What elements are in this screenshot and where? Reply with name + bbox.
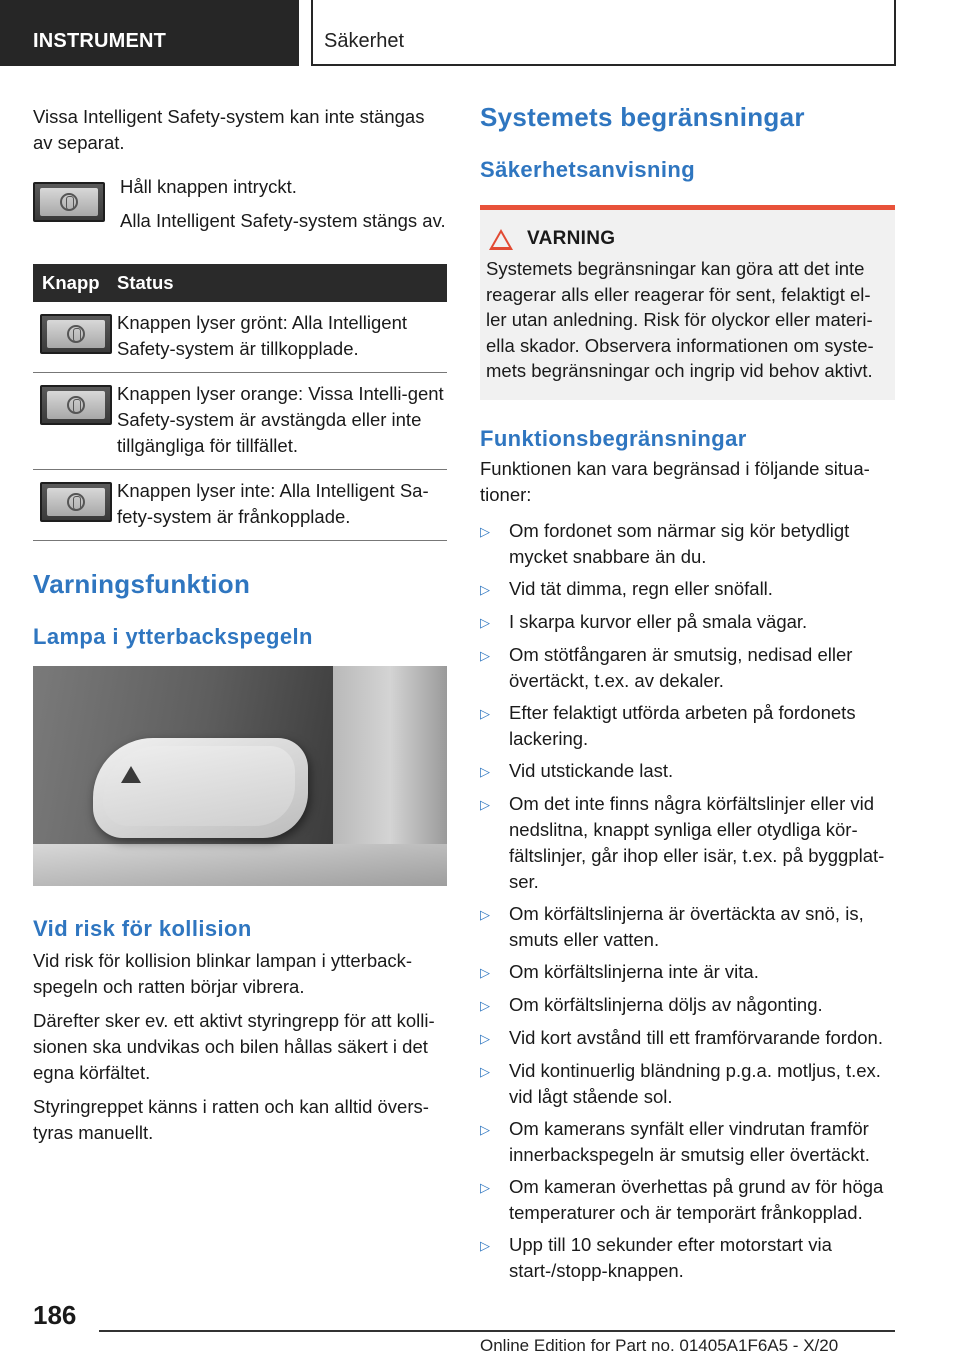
header-chapter-label: Säkerhet (324, 30, 405, 52)
page-number: 186 (33, 1300, 77, 1330)
safety-system-icon (60, 193, 78, 211)
heading-function-limits: Funktionsbegränsningar (480, 425, 747, 451)
list-item: ▷ Om körfältslinjerna döljs av någonting. (480, 992, 895, 1019)
intro-text: Vissa Intelligent Safety-system kan inte stängas av separat. (33, 106, 425, 153)
heading-safety-notice: Säkerhetsanvisning (480, 157, 696, 182)
bullet-arrow-icon (480, 901, 509, 953)
warning-text: Systemets begränsningar kan göra att det inte reagerar alls eller reagerar för sent, felaktigt el-ler utan anledning. Risk för olyckor eller materi-ella skador. Observera informationen om syste-mets begränsningar och ingrip vid behov aktivt. (486, 258, 874, 381)
list-item: ▷ I skarpa kurvor eller på smala vägar. (480, 609, 895, 636)
side-mirror-image (33, 666, 447, 886)
bullet-arrow-icon (480, 609, 509, 636)
bullet-arrow-icon (480, 576, 509, 603)
bullet-arrow-icon (480, 959, 509, 986)
heading-collision-risk: Vid risk för kollision (33, 916, 252, 941)
list-item: ▷ Om det inte finns några körfältslinjer eller vid nedslitna, knappt synliga eller otydliga kör-fältslinjer, går ihop eller isär, t.ex. på byggplat-ser. (480, 791, 895, 895)
list-item: ▷ Vid utstickande last. (480, 758, 895, 785)
list-item: ▷ Vid kontinuerlig bländning p.g.a. motljus, t.ex. vid lågt stående sol. (480, 1058, 895, 1110)
bullet-arrow-icon (480, 1116, 509, 1168)
heading-warning-function: Varningsfunktion (33, 569, 251, 599)
header-section-tab (0, 0, 299, 66)
warning-triangle-icon (121, 766, 141, 783)
button-green-image (40, 314, 112, 354)
heading-system-limits: Systemets begränsningar (480, 102, 805, 132)
table-row (33, 470, 447, 541)
list-item: ▷ Om körfältslinjerna är övertäckta av snö, is, smuts eller vatten. (480, 901, 895, 953)
list-item: ▷ Vid kort avstånd till ett framförvarande fordon. (480, 1025, 895, 1052)
status-text: Knappen lyser inte: Alla Intelligent Sa-fety-system är frånkopplade. (117, 470, 447, 541)
right-column (480, 104, 895, 1290)
list-item: ▷ Om kamerans synfält eller vindrutan framför innerbackspegeln är smutsig eller övertäckt. (480, 1116, 895, 1168)
footer-rule (99, 1330, 895, 1332)
status-text: Knappen lyser grönt: Alla Intelligent Safety-system är tillkopplade. (117, 302, 447, 373)
list-item: ▷ Om körfältslinjerna inte är vita. (480, 959, 895, 986)
table-row (33, 302, 447, 373)
list-item: ▷ Om stötfångaren är smutsig, nedisad eller övertäckt, t.ex. av dekaler. (480, 642, 895, 694)
table-header-button: Knapp (33, 264, 117, 302)
button-status-table (33, 264, 447, 541)
list-item: ▷ Upp till 10 sekunder efter motorstart via start-/stopp-knappen. (480, 1232, 895, 1284)
list-item: ▷ Om fordonet som närmar sig kör betydligt mycket snabbare än du. (480, 518, 895, 570)
button-orange-image (40, 385, 112, 425)
warning-label: VARNING (527, 228, 616, 249)
bullet-arrow-icon (480, 1174, 509, 1226)
bullet-arrow-icon (480, 1058, 509, 1110)
hold-line-1: Håll knappen intryckt. (120, 176, 297, 197)
function-limits-intro: Funktionen kan vara begränsad i följande situa-tioner: (480, 457, 870, 505)
warning-triangle-icon (489, 229, 513, 250)
collision-text-3: Styringreppet känns i ratten och kan alltid övers-tyras manuellt. (33, 1096, 429, 1143)
header-chapter-tab (311, 0, 896, 66)
bullet-arrow-icon (480, 642, 509, 694)
status-text: Knappen lyser orange: Vissa Intelli-gent Safety-system är avstängda eller inte tillgängliga för tillfället. (117, 373, 447, 470)
collision-text-2: Därefter sker ev. ett aktivt styringrepp för att kolli-sionen ska undvikas och bilen hållas säkert i det egna körfältet. (33, 1010, 435, 1083)
safety-button-image (33, 182, 105, 222)
bullet-arrow-icon (480, 791, 509, 895)
safety-system-icon (67, 396, 85, 414)
heading-mirror-lamp: Lampa i ytterbackspegeln (33, 624, 313, 649)
edition-text: Online Edition for Part no. 01405A1F6A5 - X/20 (480, 1336, 839, 1355)
hold-line-2: Alla Intelligent Safety-system stängs av. (120, 210, 446, 231)
list-item: ▷ Efter felaktigt utförda arbeten på fordonets lackering. (480, 700, 895, 752)
collision-text-1: Vid risk för kollision blinkar lampan i ytterback-spegeln och ratten börjar vibrera. (33, 950, 413, 997)
hold-button-instruction (33, 176, 447, 234)
header-section-label: INSTRUMENT (33, 30, 167, 52)
warning-box (480, 210, 895, 400)
list-item: ▷ Om kameran överhettas på grund av för höga temperaturer och är temporärt frånkopplad. (480, 1174, 895, 1226)
button-off-image (40, 482, 112, 522)
safety-system-icon (67, 325, 85, 343)
bullet-arrow-icon (480, 1232, 509, 1284)
list-item: ▷ Vid tät dimma, regn eller snöfall. (480, 576, 895, 603)
safety-system-icon (67, 493, 85, 511)
bullet-arrow-icon (480, 518, 509, 570)
limits-list (480, 518, 895, 1284)
table-row (33, 373, 447, 470)
table-header-status: Status (117, 264, 447, 302)
bullet-arrow-icon (480, 700, 509, 752)
bullet-arrow-icon (480, 992, 509, 1019)
bullet-arrow-icon (480, 758, 509, 785)
bullet-arrow-icon (480, 1025, 509, 1052)
left-column (33, 104, 447, 1146)
